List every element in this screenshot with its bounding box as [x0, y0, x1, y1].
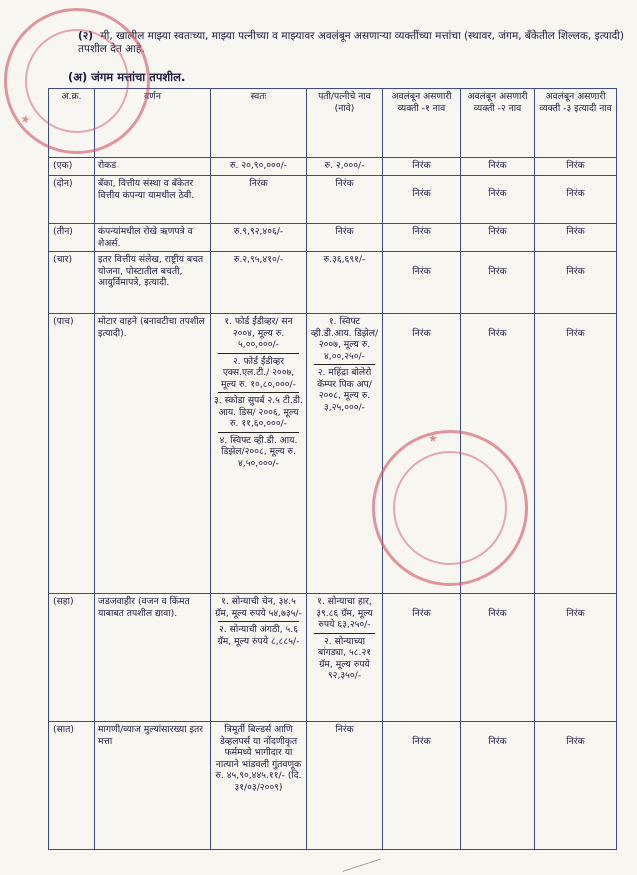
row-description: मागणी/व्याज मुल्यांसारख्या इतर मत्ता	[95, 722, 211, 850]
self-item: रु. २०,९०,०००/-	[229, 160, 288, 171]
header-dependent-1: अवलंबून असणारी व्यक्ती -१ नाव	[383, 89, 461, 158]
row-self	[211, 314, 307, 594]
intro-number: (२)	[78, 30, 94, 42]
row-self	[211, 252, 307, 314]
section-title: (अ) जंगम मत्तांचा तपशील.	[68, 70, 186, 84]
spouse-item: १. स्विफ्ट व्ही.डी.आय. डिझेल/२००७, मूल्य रु. ४,००,२५०/-	[310, 316, 379, 362]
notary-seal-bottom-right-mark: ★	[428, 432, 440, 445]
row-spouse	[307, 176, 383, 224]
item-divider	[314, 633, 375, 634]
table-row	[49, 252, 617, 314]
row-description: कंपन्यांमधील रोखे ऋणपत्रे व शेअर्स.	[95, 224, 211, 252]
row-spouse	[307, 224, 383, 252]
header-description: वर्णन	[95, 89, 211, 158]
row-description: मोटार वाहने (बनावटीचा तपशील इत्यादी).	[95, 314, 211, 594]
spouse-item: रु. २,०००/-	[324, 160, 365, 171]
row-spouse	[307, 314, 383, 594]
row-serial: (एक)	[49, 158, 95, 176]
row-serial: (सहा)	[49, 594, 95, 722]
row-dependent-2: निरंक	[461, 176, 535, 224]
row-dependent-3: निरंक	[535, 176, 617, 224]
row-self	[211, 224, 307, 252]
row-dependent-1: निरंक	[383, 594, 461, 722]
row-serial: (पाच)	[49, 314, 95, 594]
spouse-item: निरंक	[335, 724, 354, 735]
spouse-item: २. सोन्याच्या बांगड्या, ५८.२१ ग्रॅम, मूल्य रुपये ९२,३५०/-	[317, 635, 372, 681]
self-item: ३. स्कोडा सुपर्ब २.५ टी.डी. आय. डिस/ २००६, मूल्य रु. ११,६०,०००/-	[214, 395, 303, 429]
row-self	[211, 594, 307, 722]
self-item: १. फोर्ड ईंडीव्हर/ सन २००४, मूल्य रु. ५,००,०००/-	[224, 316, 293, 350]
intro-text: मी, खालील माझ्या स्वतःच्या, माझ्या पत्नीच्या व माझ्यावर अवलंबून असणाऱ्या व्यक्तींच्या मत्तांचा (स्थावर, जंगम, बँकेतील शिल्लक, इत्यादी) तपशील देत आहे.	[78, 30, 624, 55]
movable-assets-table	[48, 88, 617, 850]
row-serial: (सात)	[49, 722, 95, 850]
row-dependent-3: निरंक	[535, 158, 617, 176]
row-self	[211, 158, 307, 176]
row-dependent-2: निरंक	[461, 224, 535, 252]
table-row	[49, 224, 617, 252]
row-dependent-3: निरंक	[535, 314, 617, 594]
row-description: बँका, वित्तीय संस्था व बँकेतर वित्तीय कंपन्या यामधील ठेवी.	[95, 176, 211, 224]
row-description: इतर वित्तीय संलेख, राष्ट्रीय बचत योजना, पोस्टातील बचती, आयुर्विमापत्रे, इत्यादी.	[95, 252, 211, 314]
row-dependent-1: निरंक	[383, 252, 461, 314]
self-item: ४. स्विफ्ट व्ही.डी. आय. डिझेल/२००८, मूल्य रु. ४,५०,०००/-	[219, 434, 298, 469]
row-dependent-2: निरंक	[461, 252, 535, 314]
self-item: रु.२,९५,४१०/-	[233, 254, 284, 265]
row-dependent-1: निरंक	[383, 314, 461, 594]
notary-seal-top-left-mark: ★	[17, 110, 35, 127]
table-row	[49, 158, 617, 176]
row-serial: (चार)	[49, 252, 95, 314]
header-sn: अ.क्र.	[49, 89, 95, 158]
row-dependent-3: निरंक	[535, 594, 617, 722]
self-item: २. फोर्ड ईंडीव्हर एक्स.एल.टी./ २००७, मूल्य रु. १०,८०,०००/-	[221, 355, 296, 390]
row-dependent-1: निरंक	[383, 176, 461, 224]
row-dependent-3: निरंक	[535, 722, 617, 850]
row-dependent-1: निरंक	[383, 224, 461, 252]
row-dependent-1: निरंक	[383, 158, 461, 176]
header-dependent-3: अवलंबून असणारी व्यक्ती -३ इत्यादी नाव	[535, 89, 617, 158]
intro-paragraph	[78, 30, 626, 56]
row-spouse	[307, 594, 383, 722]
self-item: त्रिमूर्ती बिल्डर्स आणि डेव्हलपर्स या नोंदणीकृत फर्ममध्ये भागीदार या नात्याने भांडवली गुंतवणूक रु. ४५,९०,४४५.११/- (दि. ३१/०३/२००९)	[215, 724, 302, 793]
self-item: निरंक	[249, 178, 268, 189]
pen-mark	[339, 849, 380, 872]
table-row	[49, 176, 617, 224]
header-self: स्वतः	[211, 89, 307, 158]
row-dependent-3: निरंक	[535, 224, 617, 252]
table-row	[49, 594, 617, 722]
table-row	[49, 722, 617, 850]
header-spouse: पती/पत्नीचे नाव (नावे)	[307, 89, 383, 158]
table-row	[49, 314, 617, 594]
item-divider	[314, 364, 375, 365]
row-self	[211, 722, 307, 850]
item-divider	[218, 621, 299, 622]
table-body	[49, 158, 617, 850]
row-spouse	[307, 158, 383, 176]
item-divider	[218, 432, 299, 433]
item-divider	[218, 353, 299, 354]
self-item: १. सोन्याची चेन, ३४.५ ग्रॅम, मूल्य रुपये ५४,७३५/-	[215, 596, 302, 619]
row-dependent-2: निरंक	[461, 722, 535, 850]
row-serial: (दोन)	[49, 176, 95, 224]
row-self	[211, 176, 307, 224]
row-serial: (तीन)	[49, 224, 95, 252]
spouse-item: १. सोन्याचा हार, ३९.८६ ग्रॅम, मूल्य रुपये ६३,२५०/-	[316, 596, 373, 630]
item-divider	[218, 392, 299, 393]
spouse-item: निरंक	[335, 178, 354, 189]
row-spouse	[307, 722, 383, 850]
spouse-item: रु.३६,६९१/-	[323, 254, 366, 265]
table-header-row	[49, 89, 617, 158]
self-item: २. सोन्याची अंगठी, ५.६ ग्रॅम, मूल्य रुपये ८,८८५/-	[217, 624, 300, 647]
row-dependent-2: निरंक	[461, 158, 535, 176]
row-dependent-2: निरंक	[461, 594, 535, 722]
spouse-item: निरंक	[335, 226, 354, 237]
spouse-item: २. महिंद्रा बोलेरो कॅम्पर पिक अप/२००८, मूल्य रु. ३,२५,०००/-	[317, 367, 372, 413]
row-dependent-1: निरंक	[383, 722, 461, 850]
row-spouse	[307, 252, 383, 314]
self-item: रु.९,९२,४०६/-	[233, 226, 284, 237]
row-description: रोकड	[95, 158, 211, 176]
row-description: जडजवाहीर (वजन व किंमत याबाबत तपशील द्यावा).	[95, 594, 211, 722]
header-dependent-2: अवलंबून असणारी व्यक्ती -२ नाव	[461, 89, 535, 158]
row-dependent-2: निरंक	[461, 314, 535, 594]
row-dependent-3: निरंक	[535, 252, 617, 314]
